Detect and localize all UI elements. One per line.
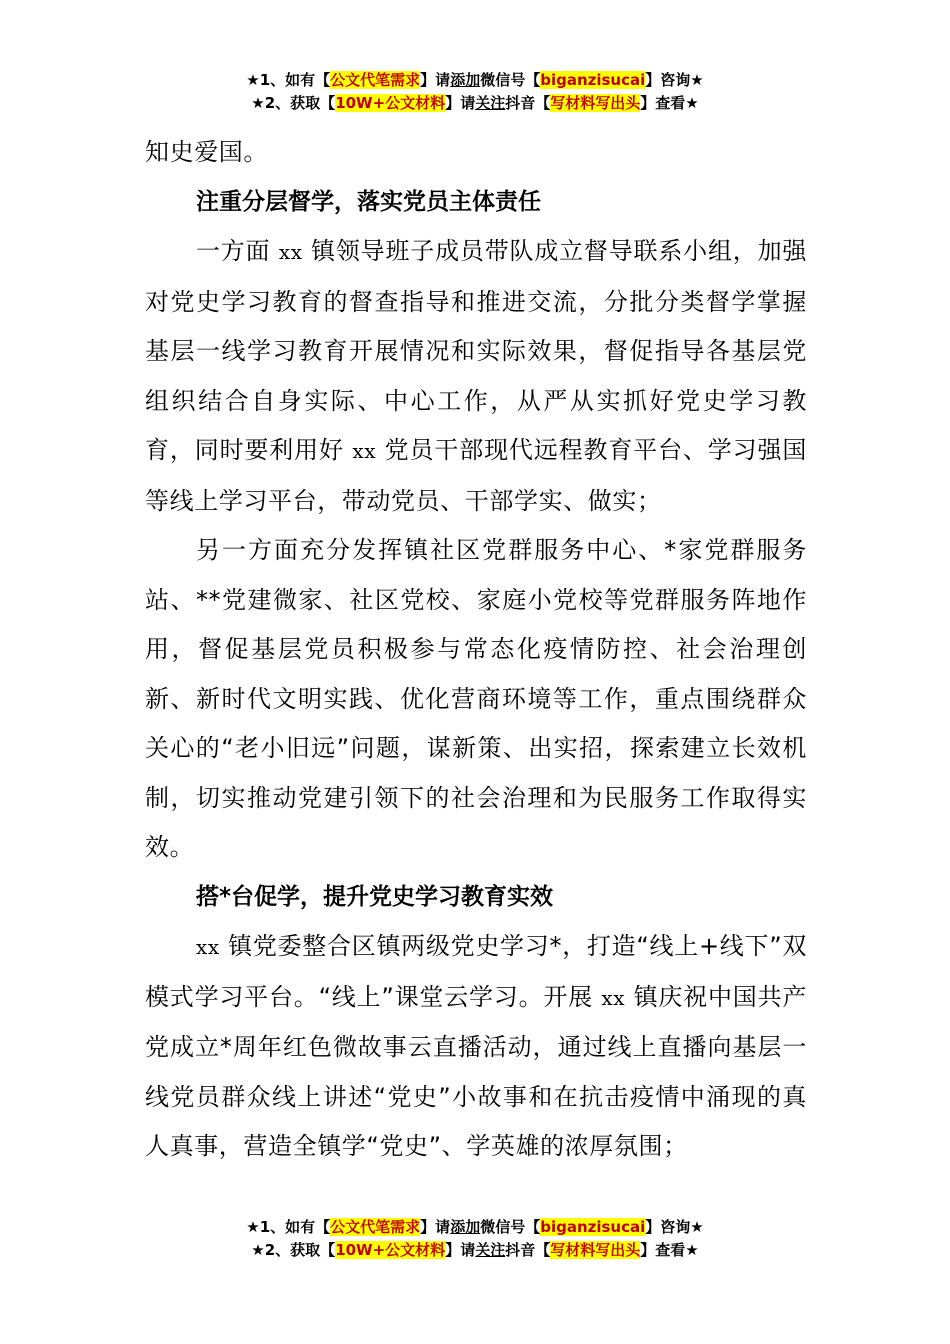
banner-line-2: ★2、获取【10W+公文材料】请关注抖音【写材料写出头】查看★ [251,94,699,112]
paragraph-1: 一方面 xx 镇领导班子成员带队成立督导联系小组，加强对党史学习教育的督查指导和推进交流，分批分类督学掌握基层一线学习教育开展情况和实际效果，督促指导各基层党组织结合自身实际、中心工作，从严从实抓好党史学习教育，同时要利用好 xx 党员干部现代远程教育平台、学习强国等线上学习平台，带动党员、干部学实、做实； [145,237,807,515]
section-heading-1: 注重分层督学，落实党员主体责任 [196,188,541,215]
highlight-wechat-id: biganzisucai [540,71,646,89]
header-banner [0,69,950,115]
paragraph-continuation: 知史爱国。 [145,138,268,166]
highlight-service: 公文代笔需求 [330,1218,421,1236]
highlight-materials: 10W+公文材料 [335,1241,446,1259]
paragraph-2: 另一方面充分发挥镇社区党群服务中心、*家党群服务站、**党建微家、社区党校、家庭小党校等党群服务阵地作用，督促基层党员积极参与常态化疫情防控、社会治理创新、新时代文明实践、优化营商环境等工作，重点围绕群众关心的“老小旧远”问题，谋新策、出实招，探索建立长效机制，切实推动党建引领下的社会治理和为民服务工作取得实效。 [145,536,807,861]
highlight-materials: 10W+公文材料 [335,94,446,112]
section-heading-2: 搭*台促学，提升党史学习教育实效 [196,883,554,910]
banner-line-2: ★2、获取【10W+公文材料】请关注抖音【写材料写出头】查看★ [251,1241,699,1259]
footer-banner [0,1216,950,1262]
paragraph-3: xx 镇党委整合区镇两级党史学习*，打造“线上+线下”双模式学习平台。“线上”课堂云学习。开展 xx 镇庆祝中国共产党成立*周年红色微故事云直播活动，通过线上直播向基层一线党员群众线上讲述“党史”小故事和在抗击疫情中涌现的真人真事，营造全镇学“党史”、学英雄的浓厚氛围； [145,932,807,1160]
highlight-service: 公文代笔需求 [330,71,421,89]
highlight-douyin-id: 写材料写出头 [550,94,641,112]
banner-line-1: ★1、如有【公文代笔需求】请添加微信号【biganzisucai】咨询★ [246,1218,704,1236]
highlight-wechat-id: biganzisucai [540,1218,646,1236]
highlight-douyin-id: 写材料写出头 [550,1241,641,1259]
document-body [145,128,807,1172]
banner-line-1: ★1、如有【公文代笔需求】请添加微信号【biganzisucai】咨询★ [246,71,704,89]
